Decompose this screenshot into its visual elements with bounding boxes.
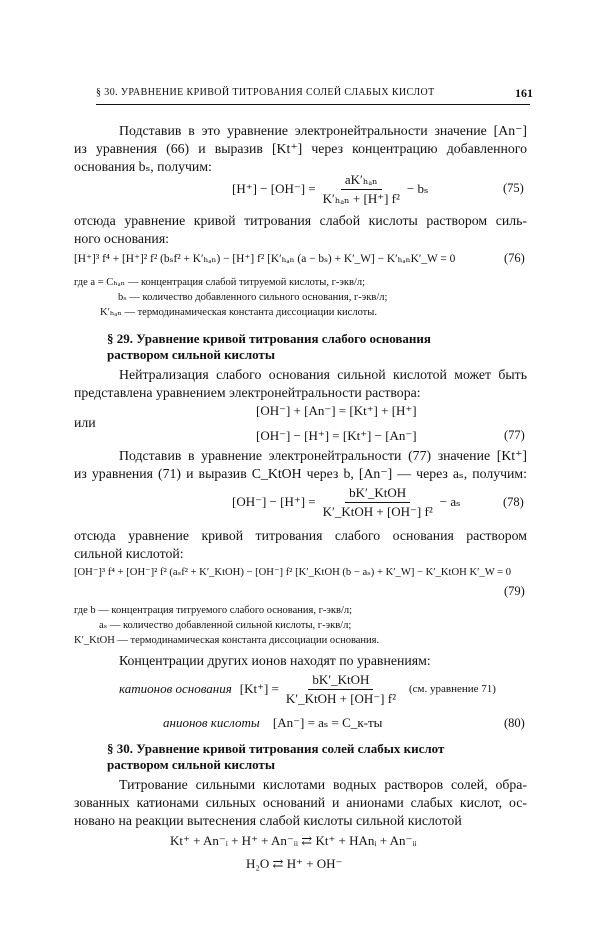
eq79-number: (79): [504, 584, 525, 598]
eq78-denominator: K′_KtOH + [OH⁻] f²: [322, 503, 433, 519]
eq78-number: (78): [503, 495, 524, 509]
section-29-title-line-1: § 29. Уравнение кривой титрования слабого основания: [107, 331, 431, 346]
section-29-title-line-2: раствором сильной кислоты: [107, 347, 275, 362]
cations-numerator: bK′_KtOH: [308, 672, 373, 690]
cations-fraction: [282, 672, 400, 707]
page-number: 161: [515, 86, 533, 100]
cations-reference: (см. уравнение 71): [409, 683, 496, 695]
section-29-para-line-4: из уравнения (71) и выразив C_KtOH через b, [An⁻] — через aₛ, получим:: [74, 466, 527, 481]
equation-78: [232, 484, 460, 520]
where-76-line-1: где a = Cₕₐₙ — концентрация слабой титруемой кислоты, г-экв/л;: [74, 277, 366, 288]
cations-equation: [119, 671, 496, 707]
section-30-para-line-3: новано на реакции вытеснения слабой кислоты сильной кислотой: [74, 813, 462, 828]
where-79-line-2: aₛ — количество добавленной сильной кислоты, г-экв/л;: [99, 620, 352, 631]
eq76-number: (76): [504, 251, 525, 265]
eq75-denominator: K′ₕₐₙ + [H⁺] f²: [322, 190, 400, 206]
anions-label: анионов кислоты: [163, 715, 260, 730]
intro-line-1: Подставив в это уравнение электронейтральности значение [An⁻]: [119, 123, 527, 138]
or-word: или: [74, 415, 96, 430]
eq78-lhs: [OH⁻] − [H⁺] =: [232, 494, 316, 509]
cations-label: катионов основания: [119, 681, 232, 696]
header-rule: [96, 104, 530, 105]
text-78b-line-1: отсюда уравнение кривой титрования слабого основания раствором: [74, 528, 527, 543]
eq80-number: (80): [504, 716, 525, 730]
section-30-title-line-2: раствором сильной кислоты: [107, 757, 275, 772]
reaction-equation-1: Kt⁺ + An⁻ᵢ + H⁺ + An⁻ᵢᵢ ⇄ Kt⁺ + HAnᵢ + An⁻ᵢᵢ: [170, 833, 417, 848]
equation-76: [H⁺]³ f⁴ + [H⁺]² f² (bₛf² + K′ₕₐₙ) − [H⁺] f² [K′ₕₐₙ (a − bₛ) + K′_W] − K′ₕₐₙK′_W = 0: [74, 253, 456, 265]
eq77-number: (77): [504, 428, 525, 442]
electroneutrality-equation: [OH⁻] + [An⁻] = [Kt⁺] + [H⁺]: [256, 403, 417, 418]
section-30-title-line-1: § 30. Уравнение кривой титрования солей слабых кислот: [107, 741, 445, 756]
equation-77: [OH⁻] − [H⁺] = [Kt⁺] − [An⁻]: [256, 428, 417, 443]
where-76-line-2: bₛ — количество добавленного сильного основания, г-экв/л;: [118, 292, 388, 303]
eq75-number: (75): [503, 181, 524, 195]
concentrations-intro: Концентрации других ионов находят по уравнениям:: [119, 653, 431, 668]
section-29-para-line-3: Подставив в уравнение электронейтральности (77) значение [Kt⁺]: [119, 448, 527, 463]
cations-denominator: K′_KtOH + [OH⁻] f²: [285, 690, 396, 706]
anions-expression: [An⁻] = aₛ = C_к-ты: [272, 715, 383, 730]
cations-lhs: [Kt⁺] =: [239, 681, 279, 696]
eq75-lhs: [H⁺] − [OH⁻] =: [232, 181, 316, 196]
text-75b-line-1: отсюда уравнение кривой титрования слабой кислоты раствором силь-: [74, 213, 527, 228]
where-79-line-1: где b — концентрация титруемого слабого основания, г-экв/л;: [74, 605, 353, 616]
reaction-equation-2: H₂O ⇄ H⁺ + OH⁻: [246, 856, 343, 871]
equation-79: [OH⁻]³ f⁴ + [OH⁻]² f² (aₛf² + K′_KtOH) − [OH⁻] f² [K′_KtOH (b − aₛ) + K′_W] − K′_KtOH K′_W = 0: [74, 567, 512, 578]
intro-line-3: основания bₛ, получим:: [74, 159, 212, 174]
section-29-para-line-2: представлена уравнением электронейтральности раствора:: [74, 385, 421, 400]
eq75-numerator: aK′ₕₐₙ: [341, 172, 382, 190]
section-30-para-line-2: зованных катионами сильных оснований и анионами слабых кислот, ос-: [74, 795, 527, 810]
eq78-numerator: bK′_KtOH: [345, 485, 410, 503]
eq78-rhs: − aₛ: [439, 494, 461, 509]
where-79-line-3: K′_KtOH — термодинамическая константа диссоциации основания.: [74, 635, 380, 646]
eq75-fraction: [319, 172, 404, 207]
equation-75: [232, 172, 428, 206]
text-75b-line-2: ного основания:: [74, 231, 169, 246]
running-header: § 30. УРАВНЕНИЕ КРИВОЙ ТИТРОВАНИЯ СОЛЕЙ СЛАБЫХ КИСЛОТ: [96, 87, 435, 98]
where-76-line-3: K′ₕₐₙ — термодинамическая константа диссоциации кислоты.: [100, 307, 377, 318]
eq78-fraction: [319, 485, 437, 520]
intro-line-2: из уравнения (66) и выразив [Kt⁺] через концентрацию добавленного: [74, 141, 527, 156]
anions-equation: [163, 715, 382, 731]
section-30-para-line-1: Титрование сильными кислотами водных растворов солей, обра-: [119, 777, 527, 792]
section-29-para-line-1: Нейтрализация слабого основания сильной кислотой может быть: [119, 367, 527, 382]
eq75-rhs: − bₛ: [406, 181, 429, 196]
text-78b-line-2: сильной кислотой:: [74, 546, 184, 561]
